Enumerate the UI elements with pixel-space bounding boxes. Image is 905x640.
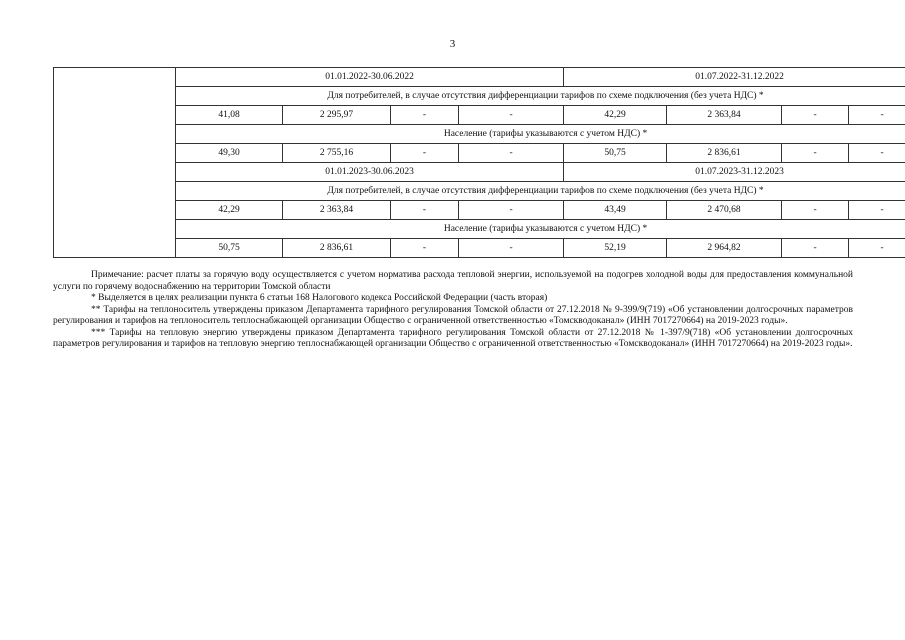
period-row: [54, 68, 905, 87]
value-cell: 43,49: [564, 201, 667, 220]
period-row: [54, 163, 905, 182]
value-cell: 2 964,82: [667, 239, 782, 258]
value-cell: -: [782, 106, 849, 125]
value-cell: -: [459, 239, 564, 258]
value-cell: -: [459, 201, 564, 220]
value-cell: 50,75: [564, 144, 667, 163]
value-cell: -: [849, 106, 905, 125]
value-cell: -: [459, 144, 564, 163]
note-main: Примечание: расчет платы за горячую воду осуществляется с учетом норматива расхода тепловой энергии, используемой на подогрев холодной воды для предоставления коммунальной услуги по горячему водоснабжению на территории Томской области: [53, 270, 853, 292]
value-cell: 2 295,97: [283, 106, 391, 125]
value-cell: 2 836,61: [667, 144, 782, 163]
tariff-table: [53, 67, 905, 258]
value-cell: 2 470,68: [667, 201, 782, 220]
value-cell: 42,29: [564, 106, 667, 125]
period-cell: 01.01.2023-30.06.2023: [176, 163, 564, 182]
footnote-heat-energy: *** Тарифы на тепловую энергию утверждены приказом Департамента тарифного регулирования Томской области от 27.12.2018 № 1-397/9(718) «Об установлении долгосрочных параметров регулирования и тарифов на тепловую энергию теплоснабжающей организации Общество с ограниченной ответственностью «Томскводоканал» (ИНН 7017270664) на 2019-2023 годы».: [53, 327, 853, 349]
empty-label-cell: [54, 68, 176, 258]
consumer-header-cell: Для потребителей, в случае отсутствия дифференциации тарифов по схеме подключения (без учета НДС) *: [176, 182, 905, 201]
section-header-row: [54, 125, 905, 144]
value-cell: 2 363,84: [667, 106, 782, 125]
value-cell: -: [391, 239, 459, 258]
table-row: [54, 106, 905, 125]
population-header-cell: Население (тарифы указываются с учетом НДС) *: [176, 125, 905, 144]
period-cell: 01.07.2022-31.12.2022: [564, 68, 905, 87]
value-cell: 52,19: [564, 239, 667, 258]
value-cell: -: [849, 144, 905, 163]
value-cell: 42,29: [176, 201, 283, 220]
value-cell: -: [782, 201, 849, 220]
value-cell: -: [849, 239, 905, 258]
value-cell: 2 755,16: [283, 144, 391, 163]
value-cell: -: [782, 239, 849, 258]
value-cell: -: [459, 106, 564, 125]
value-cell: -: [391, 106, 459, 125]
period-cell: 01.01.2022-30.06.2022: [176, 68, 564, 87]
value-cell: 50,75: [176, 239, 283, 258]
value-cell: 2 836,61: [283, 239, 391, 258]
value-cell: 41,08: [176, 106, 283, 125]
section-header-row: [54, 182, 905, 201]
value-cell: -: [849, 201, 905, 220]
section-header-row: [54, 220, 905, 239]
value-cell: -: [391, 144, 459, 163]
value-cell: -: [782, 144, 849, 163]
section-header-row: [54, 87, 905, 106]
population-header-cell: Население (тарифы указываются с учетом НДС) *: [176, 220, 905, 239]
value-cell: 2 363,84: [283, 201, 391, 220]
page-number: 3: [449, 38, 456, 50]
table-row: [54, 239, 905, 258]
table-row: [54, 144, 905, 163]
footnote-vat: * Выделяется в целях реализации пункта 6 статьи 168 Налогового кодекса Российской Федерации (часть вторая): [91, 293, 548, 303]
consumer-header-cell: Для потребителей, в случае отсутствия дифференциации тарифов по схеме подключения (без учета НДС) *: [176, 87, 905, 106]
period-cell: 01.07.2023-31.12.2023: [564, 163, 905, 182]
value-cell: -: [391, 201, 459, 220]
value-cell: 49,30: [176, 144, 283, 163]
notes-section: [53, 270, 853, 351]
footnote-heat-carrier: ** Тарифы на теплоноситель утверждены приказом Департамента тарифного регулирования Томской области от 27.12.2018 № 9-399/9(719) «Об установлении долгосрочных параметров регулирования и тарифов на теплоноситель теплоснабжающей организации Общество с ограниченной ответственностью «Томскводоканал» (ИНН 7017270664) на 2019-2023 годы».: [53, 304, 853, 326]
table-row: [54, 201, 905, 220]
